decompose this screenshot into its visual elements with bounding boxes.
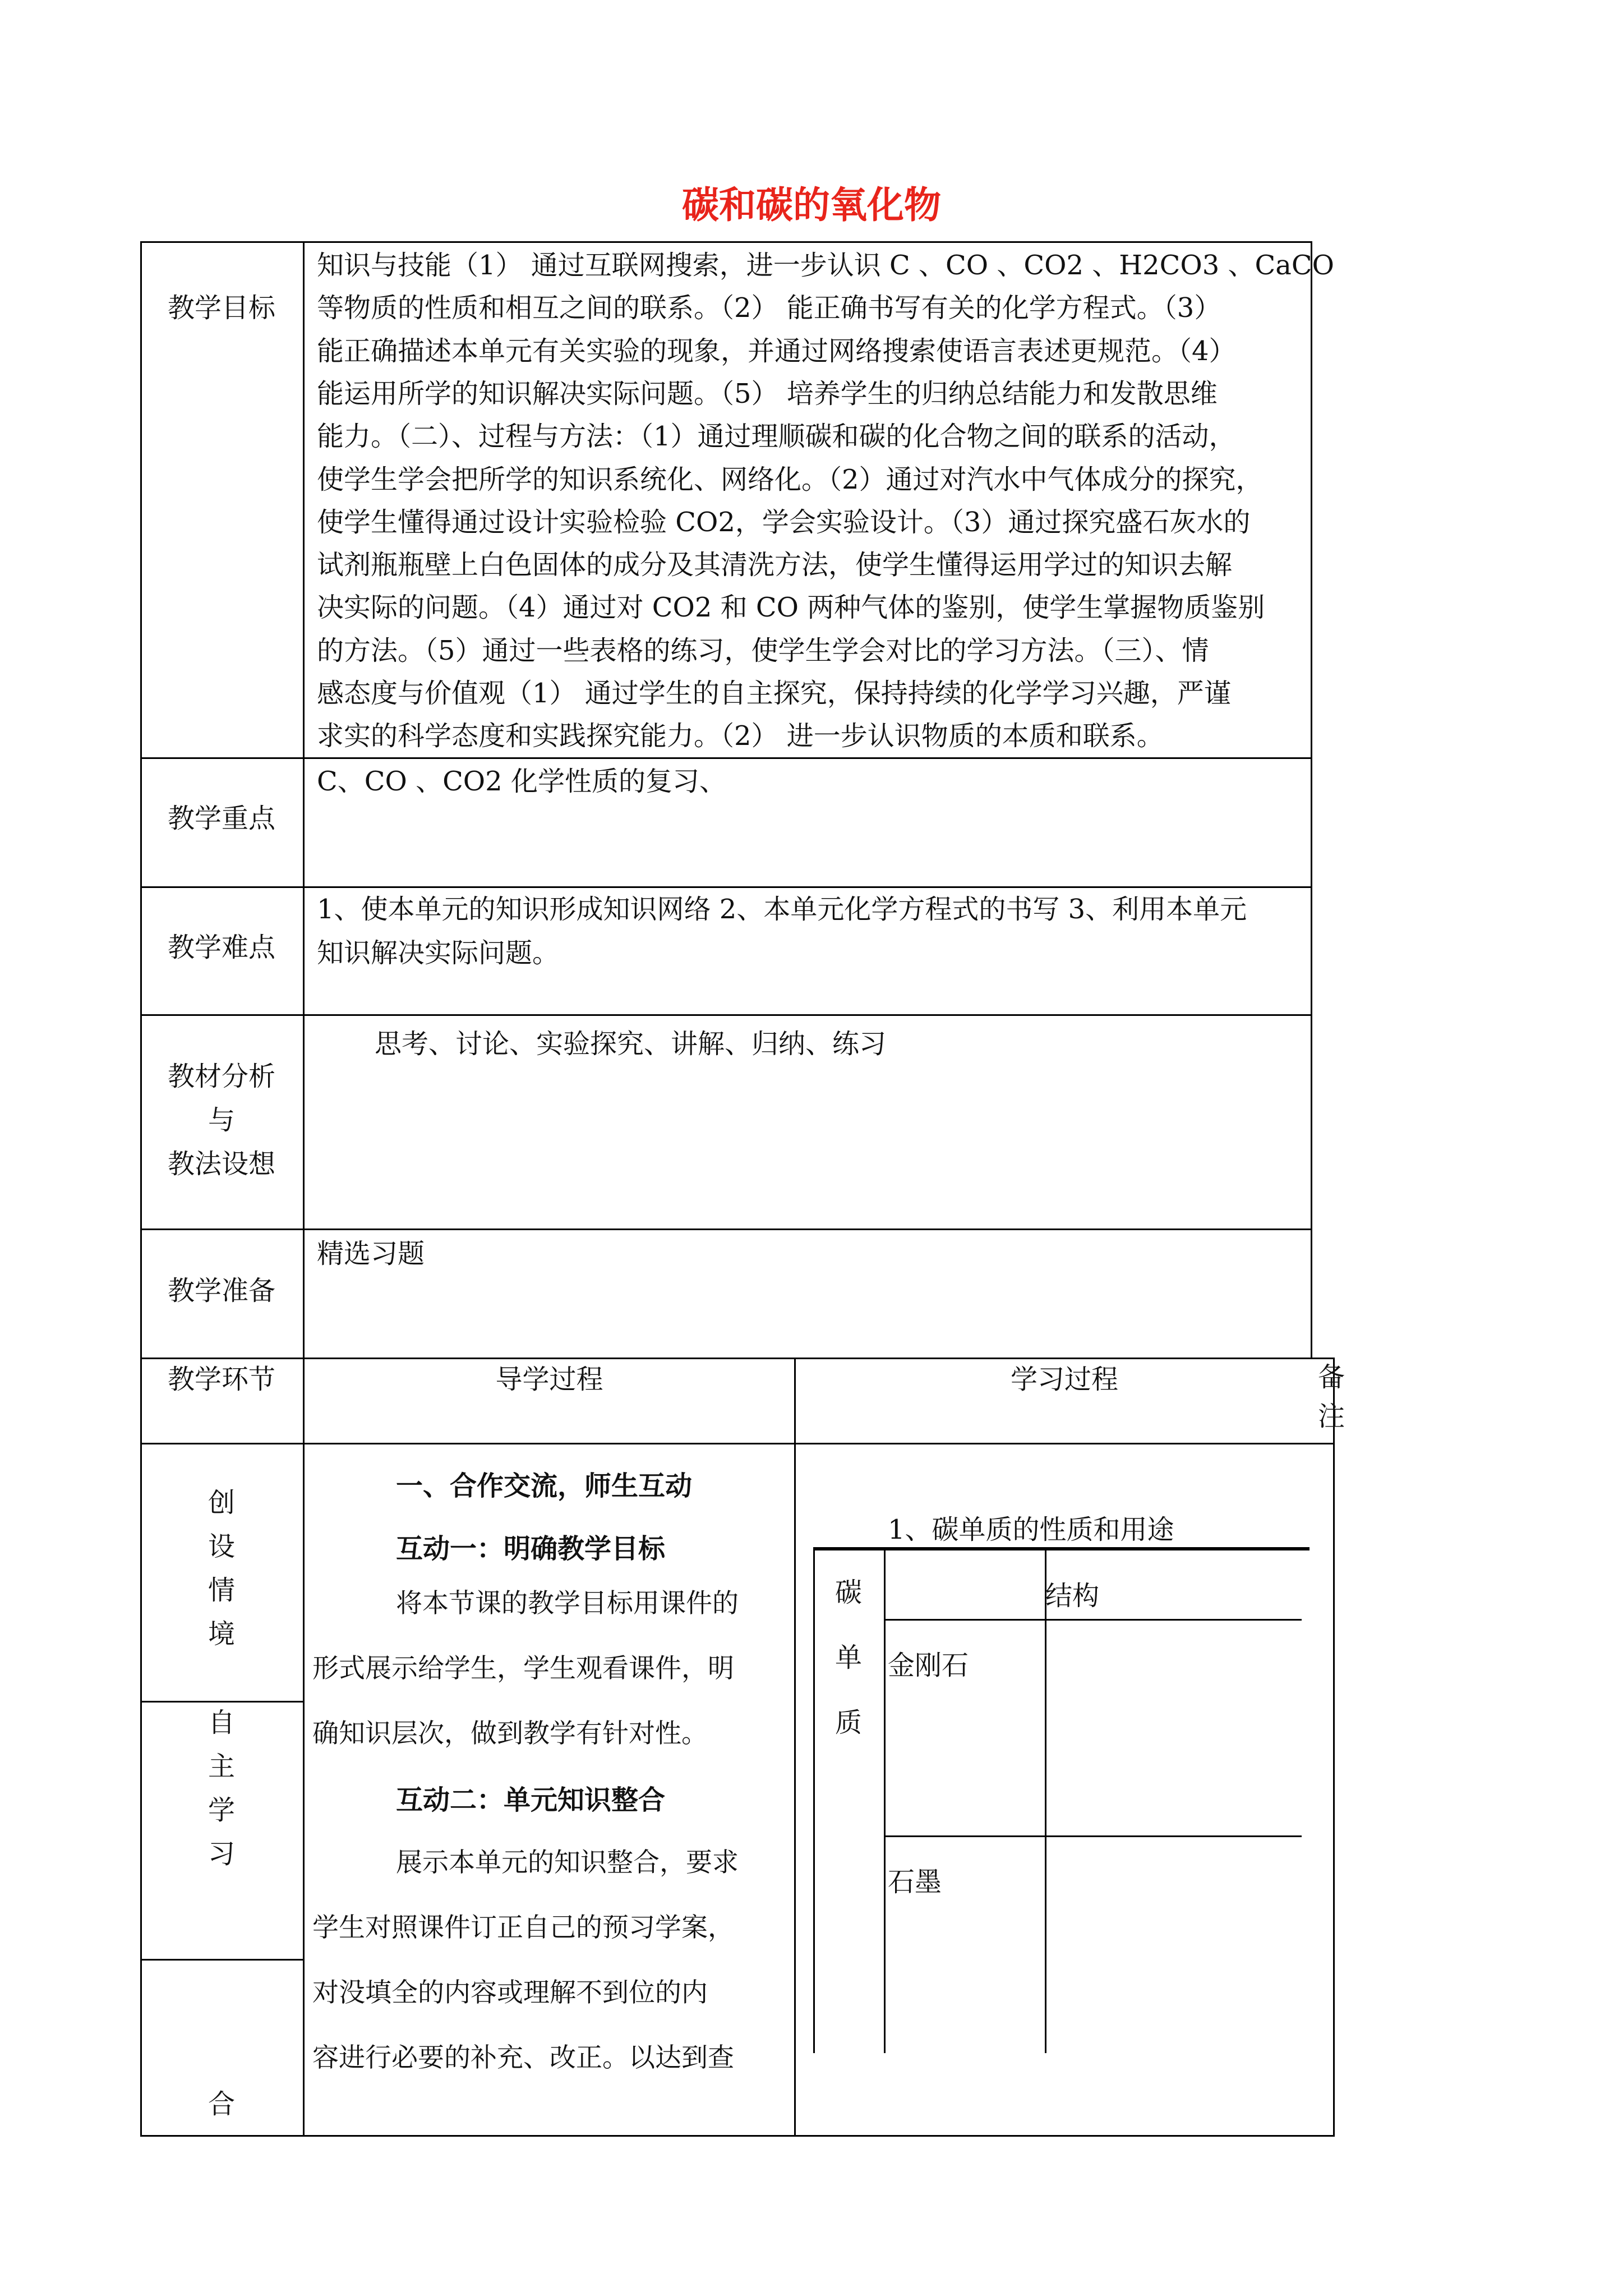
row-divider [140, 1228, 1312, 1230]
inner-table-top [813, 1547, 1310, 1550]
objectives-line: 能正确描述本单元有关实验的现象，并通过网络搜索使语言表述更规范。（4） [317, 335, 1236, 367]
analysis-label-1: 教材分析 [167, 1061, 275, 1092]
preparation-text: 精选习题 [317, 1238, 425, 1269]
guide-paragraph-2-line: 对没填全的内容或理解不到位的内 [312, 1977, 708, 2008]
objectives-line: 决实际的问题。（4）通过对 CO2 和 CO 两种气体的鉴别，使学生掌握物质鉴别 [317, 592, 1265, 624]
difficulties-label: 教学难点 [167, 932, 275, 963]
stage-self-study-char: 主 [208, 1751, 235, 1782]
row-divider [140, 1014, 1312, 1016]
row-divider [140, 1443, 1335, 1444]
inner-col-divider [1045, 1550, 1046, 2053]
objectives-line: 求实的科学态度和实践探究能力。（2） 进一步认识物质的本质和联系。 [317, 720, 1164, 752]
stage-create-situation-char: 创 [208, 1487, 235, 1519]
analysis-label-2: 与 [208, 1105, 235, 1136]
inner-row-divider [884, 1835, 1302, 1837]
guide-paragraph-1-line: 形式展示给学生，学生观看课件，明 [312, 1653, 734, 1684]
header-notes-clip [1318, 1358, 1345, 1442]
item-diamond: 金刚石 [888, 1650, 969, 1681]
objectives-line: 感态度与价值观（1） 通过学生的自主探究，保持持续的化学学习兴趣，严谨 [317, 678, 1231, 709]
analysis-label-3: 教法设想 [167, 1148, 275, 1180]
guide-paragraph-2-line: 学生对照课件订正自己的预习学案， [312, 1912, 734, 1943]
analysis-text: 思考、讨论、实验探究、讲解、归纳、练习 [375, 1028, 887, 1060]
learning-side-char: 碳 [834, 1577, 862, 1608]
structure-header: 结构 [1045, 1580, 1100, 1612]
item-graphite: 石墨 [888, 1866, 942, 1898]
header-stage: 教学环节 [167, 1364, 275, 1395]
preparation-label: 教学准备 [167, 1275, 275, 1306]
page-title: 碳和碳的氧化物 [682, 183, 941, 227]
header-notes: 备注 [1318, 1361, 1345, 1432]
inner-row-divider [884, 1619, 1302, 1621]
table-border-right [1311, 241, 1312, 1358]
header-guide: 导学过程 [495, 1364, 603, 1395]
stage-self-study-char: 习 [208, 1838, 235, 1870]
key-points-label: 教学重点 [167, 803, 275, 834]
objectives-line: 的方法。（5）通过一些表格的练习，使学生学会对比的学习方法。（三）、情 [317, 634, 1209, 666]
inner-col-divider [884, 1550, 886, 2053]
stage-divider [140, 1959, 304, 1961]
column-divider [303, 241, 305, 2135]
guide-paragraph-1-line: 确知识层次，做到教学有针对性。 [312, 1718, 708, 1749]
stage-cooperate-char: 合 [208, 2088, 235, 2120]
objectives-line: 试剂瓶瓶壁上白色固体的成分及其清洗方法，使学生懂得运用学过的知识去解 [317, 549, 1233, 581]
difficulties-line-1: 1、使本单元的知识形成知识网络 2、本单元化学方程式的书写 3、利用本单元 [317, 894, 1247, 925]
objectives-line: 等物质的性质和相互之间的联系。（2） 能正确书写有关的化学方程式。（3） [317, 292, 1221, 324]
learning-side-char: 单 [834, 1642, 862, 1673]
stage-create-situation-char: 情 [208, 1575, 235, 1606]
objectives-line: 使学生懂得通过设计实验检验 CO2，学会实验设计。（3）通过探究盛石灰水的 [317, 506, 1251, 538]
stage-create-situation-char: 设 [208, 1531, 235, 1562]
table-border-bottom [140, 2135, 1335, 2137]
stage-self-study-char: 学 [208, 1795, 235, 1826]
guide-paragraph-1-line: 将本节课的教学目标用课件的 [396, 1588, 739, 1619]
guide-paragraph-2-line: 容进行必要的补充、改正。以达到查 [312, 2042, 734, 2073]
column-divider [794, 1358, 796, 2136]
header-learning: 学习过程 [1010, 1364, 1118, 1395]
guide-sub1: 互动一：明确教学目标 [396, 1533, 666, 1565]
learning-side-char: 质 [834, 1707, 862, 1738]
objectives-line: 使学生学会把所学的知识系统化、网络化。（2）通过对汽水中气体成分的探究， [317, 463, 1263, 495]
key-points-text: C、CO 、CO2 化学性质的复习、 [317, 766, 726, 797]
learning-heading: 1、碳单质的性质和用途 [888, 1514, 1174, 1545]
objectives-label: 教学目标 [167, 292, 275, 324]
guide-sub2: 互动二：单元知识整合 [396, 1784, 666, 1816]
guide-paragraph-2-line: 展示本单元的知识整合，要求 [396, 1847, 739, 1878]
objectives-line: 知识与技能（1） 通过互联网搜索，进一步认识 C 、CO 、CO2 、H2CO3 、CaCO [317, 250, 1334, 281]
inner-table-left [813, 1547, 815, 2053]
objectives-line: 能力。（二）、过程与方法：（1）通过理顺碳和碳的化合物之间的联系的活动， [317, 421, 1236, 453]
table-border-top [140, 241, 1312, 243]
table-border-right [1333, 1358, 1335, 2136]
stage-create-situation-char: 境 [208, 1618, 235, 1650]
stage-self-study-char: 自 [208, 1707, 235, 1738]
guide-heading: 一、合作交流，师生互动 [396, 1470, 693, 1502]
objectives-line: 能运用所学的知识解决实际问题。（5） 培养学生的归纳总结能力和发散思维 [317, 378, 1218, 409]
difficulties-line-2: 知识解决实际问题。 [317, 937, 560, 969]
